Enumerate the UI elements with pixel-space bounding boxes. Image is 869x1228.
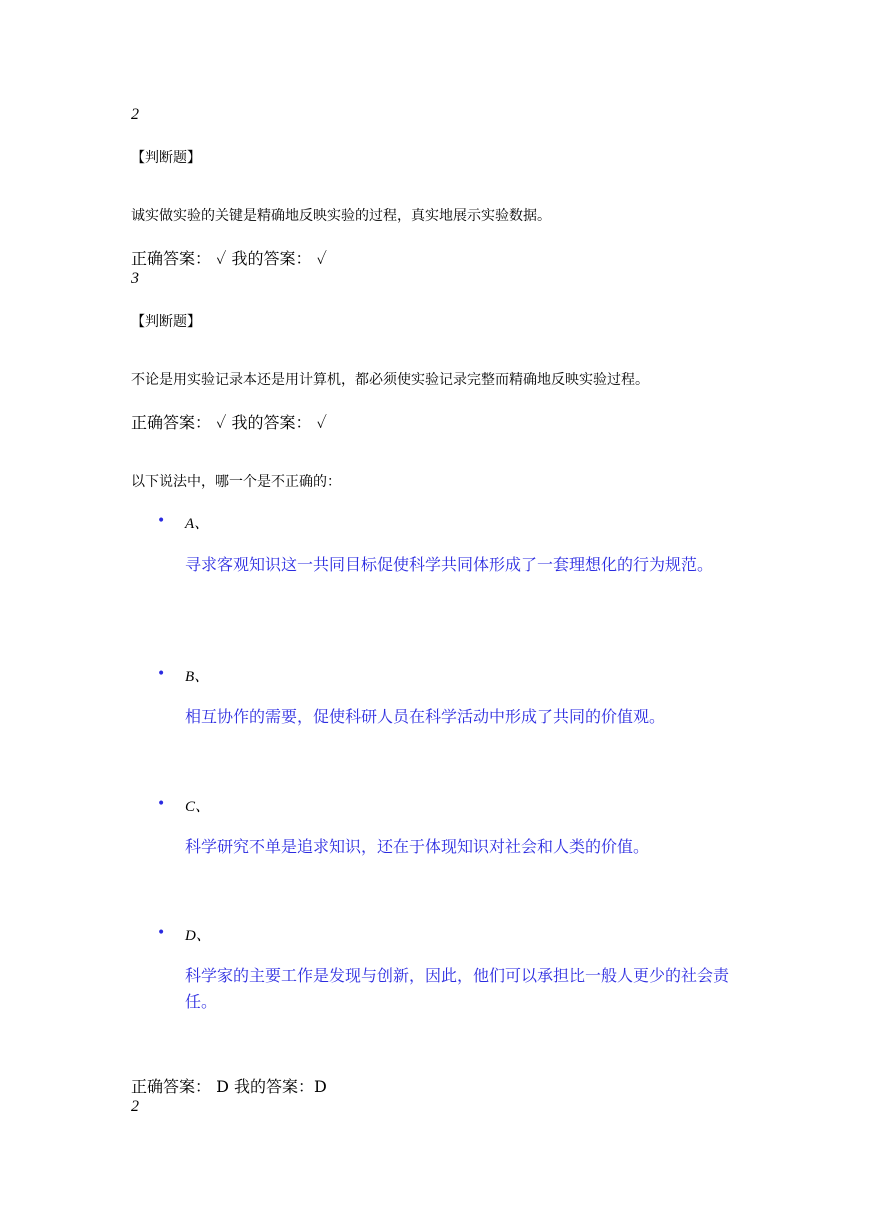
question-number: 3 <box>131 270 139 287</box>
option-text-c: 科学研究不单是追求知识，还在于体现知识对社会和人类的价值。 <box>185 837 650 856</box>
question-type-tag: 【判断题】 <box>131 314 201 330</box>
option-bullet: • <box>157 796 166 812</box>
option-bullet: • <box>157 925 166 941</box>
option-letter-a: A、 <box>185 516 210 532</box>
option-bullet: • <box>157 513 166 529</box>
question-type-tag: 【判断题】 <box>131 150 201 166</box>
answer-line: 正确答案： ✓ 我的答案： ✓ <box>131 413 327 432</box>
option-text-d: 科学家的主要工作是发现与创新，因此，他们可以承担比一般人更少的社会责任。 <box>185 966 730 1011</box>
option-letter-b: B、 <box>185 669 210 685</box>
question-stem: 诚实做实验的关键是精确地反映实验的过程，真实地展示实验数据。 <box>131 208 551 224</box>
answer-line: 正确答案： ✓ 我的答案： ✓ <box>131 249 327 268</box>
question-number: 2 <box>131 1098 139 1115</box>
question-number: 2 <box>131 106 139 123</box>
option-text-a: 寻求客观知识这一共同目标促使科学共同体形成了一套理想化的行为规范。 <box>185 555 714 574</box>
option-text-b: 相互协作的需要，促使科研人员在科学活动中形成了共同的价值观。 <box>185 707 666 726</box>
answer-line: 正确答案： D 我的答案：D <box>131 1077 327 1096</box>
question-stem: 以下说法中，哪一个是不正确的： <box>131 474 341 490</box>
question-stem: 不论是用实验记录本还是用计算机，都必须使实验记录完整而精确地反映实验过程。 <box>131 372 649 388</box>
option-letter-d: D、 <box>185 928 211 944</box>
option-letter-c: C、 <box>185 799 211 815</box>
option-bullet: • <box>157 666 166 682</box>
